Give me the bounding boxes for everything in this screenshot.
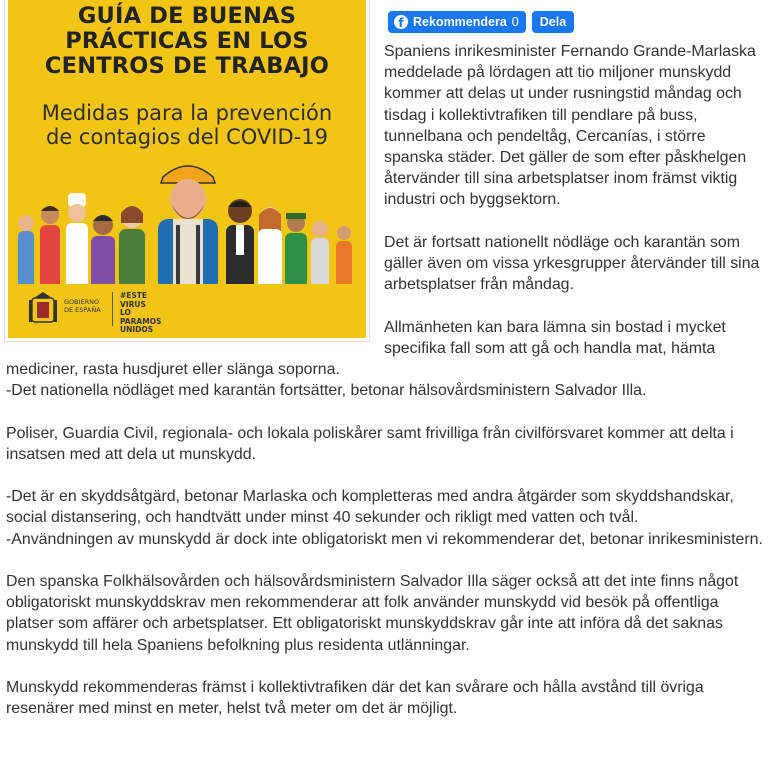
worker-figure-back-2 [40,206,60,291]
worker-figure-back-left [18,215,34,291]
construction-worker-figure [158,166,218,291]
worker-figure-chef [66,193,88,291]
facebook-share-button[interactable]: Dela [532,11,574,33]
paragraph-3-quote: -Det nationella nödläget med karantän fortsätter, betonar hälsovårdsministern Salvador Illa. [6,382,647,400]
gobierno-label: GOBIERNO DE ESPAÑA [64,298,101,314]
footer-divider [112,292,113,326]
poster-footer [8,284,366,338]
poster-subtitle: Medidas para la prevención de contagios del COVID-19 [41,101,333,149]
recommend-count: 0 [511,15,519,29]
paragraph-3: Allmänheten kan bara lämna sin bostad i mycket specifika fall som att gå och handla mat, hämta mediciner, rasta husdjuret eller slänga soporna. [6,318,726,379]
paragraph-2: Det är fortsatt nationellt nödläge och karantän som gäller även om vissa yrkesgrupper återvänder till sina arbetsplatser från måndag. [384,233,760,294]
worker-figure-back-right [336,226,352,291]
paragraph-1: Spaniens inrikesminister Fernando Grande-Marlaska meddelade på lördagen att tio miljoner munskydd kommer att delas ut under rusningstid måndag och tisdag i kollektivtrafiken till pendlare på buss, tunnelbana och pendeltåg, Cercanías, i större spanska städer. Det gäller de som efter påskhelgen återvänder till sina arbetsplatser inom främst viktig industri och byggsektorn. [384,43,756,209]
worker-figure-5 [119,206,145,291]
paragraph-6: Den spanska Folkhälsovården och hälsovårdsministern Salvador Illa säger också att det inte finns något obligatoriskt munskyddskrav men rekommenderar att folk använder munskydd vid besök på offentliga platser som affärer och arbetsplatser. Ett obligatoriskt munskyddskrav går inte att införa då det saknas munskydd till hela Spaniens befolkning plus residenta utlänningar. [6,573,739,654]
worker-figure-9 [285,213,307,291]
recommend-label: Rekommendera [413,15,507,29]
article-image[interactable] [4,0,370,342]
poster-title: GUÍA DE BUENAS PRÁCTICAS EN LOS CENTROS DE TRABAJO [44,3,330,79]
coat-of-arms-icon [28,292,58,326]
facebook-recommend-button[interactable] [388,11,526,33]
paragraph-5: -Det är en skyddsåtgärd, betonar Marlaska och kompletteras med andra åtgärder som skyddshandskar, social distansering, och handtvätt under minst 40 sekunder och rikligt med vatten och tvål. [6,488,734,527]
worker-figure-10 [311,221,329,291]
paragraph-7: Munskydd rekommenderas främst i kollektivtrafiken där det kan svårare och hålla avstånd till övriga resenärer med minst en meter, helst två meter om det är möjligt. [6,679,704,718]
worker-figure-8 [258,207,282,291]
facebook-icon: f [394,15,408,29]
worker-figure-4 [91,215,115,291]
paragraph-4: Poliser, Guardia Civil, regionala- och lokala poliskårer samt frivilliga från civilförsvaret kommer att delta i insatsen med att dela ut munskydd. [6,424,734,463]
worker-figure-7 [226,199,254,291]
covid-guide-poster [8,0,366,338]
slogan-label: #ESTE VIRUS LO PARAMOS UNIDOS [120,291,162,334]
workers-illustration [8,153,366,303]
paragraph-5-quote: -Användningen av munskydd är dock inte obligatoriskt men vi rekommenderar det, betonar inrikesministern. [6,530,763,548]
